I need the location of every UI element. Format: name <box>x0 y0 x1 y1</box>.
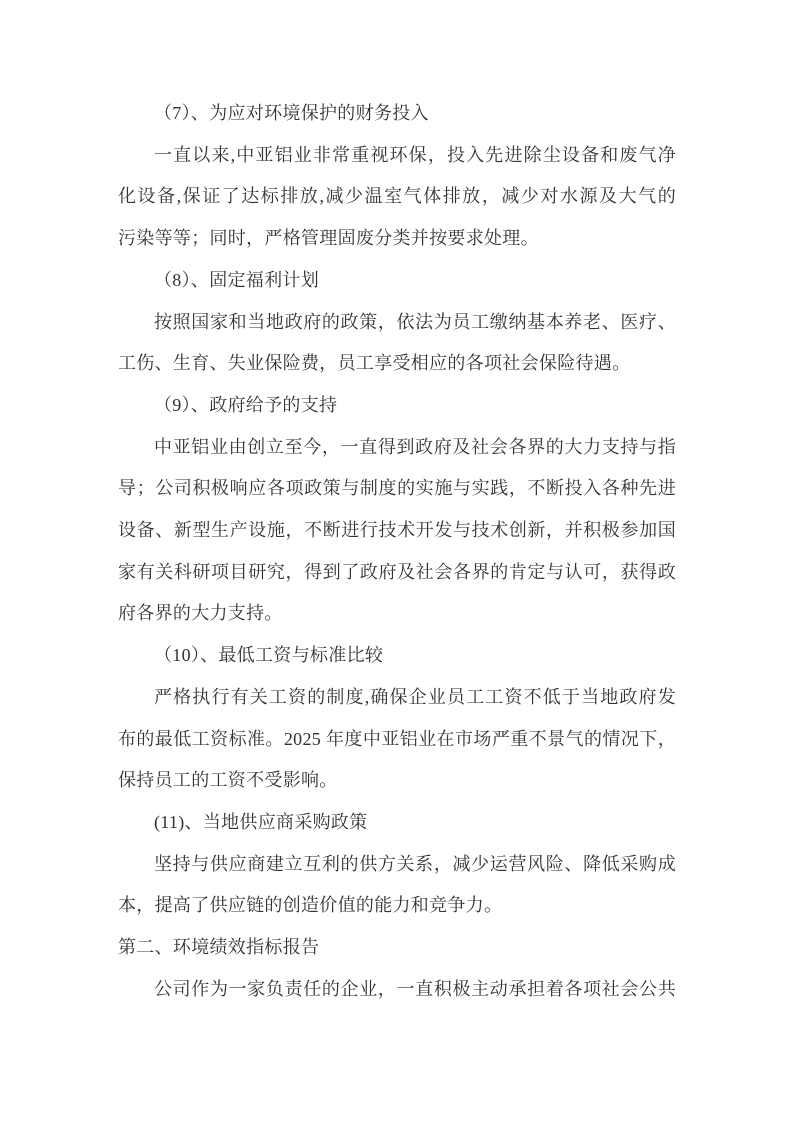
text-line: 府各界的大力支持。 <box>118 603 283 624</box>
text-line: 严格执行有关工资的制度,确保企业员工工资不低于当地政府发 <box>154 686 676 707</box>
text-line: （10）、最低工资与标准比较 <box>154 645 384 666</box>
text-line: 本，提高了供应链的创造价值的能力和竞争力。 <box>118 895 503 916</box>
text-line: 家有关科研项目研究，得到了政府及社会各界的肯定与认可，获得政 <box>118 561 676 582</box>
text-line: 按照国家和当地政府的政策，依法为员工缴纳基本养老、医疗、 <box>154 311 676 332</box>
text-line: 中亚铝业由创立至今，一直得到政府及社会各界的大力支持与指 <box>154 436 676 457</box>
text-line: (11)、当地供应商采购政策 <box>154 811 368 832</box>
text-line: 一直以来,中亚铝业非常重视环保，投入先进除尘设备和废气净 <box>154 144 676 165</box>
document-text <box>118 93 676 1010</box>
text-line: 布的最低工资标准。2025 年度中亚铝业在市场严重不景气的情况下， <box>118 728 676 749</box>
text-line: 第二、环境绩效指标报告 <box>118 937 320 958</box>
text-line: （9）、政府给予的支持 <box>154 394 338 415</box>
text-line: 设备、新型生产设施，不断进行技术开发与技术创新，并积极参加国 <box>118 520 676 541</box>
text-line: （8）、固定福利计划 <box>154 269 319 290</box>
text-line: （7）、为应对环境保护的财务投入 <box>154 103 429 123</box>
text-line: 公司作为一家负责任的企业，一直积极主动承担着各项社会公共 <box>154 978 676 999</box>
text-line: 导；公司积极响应各项政策与制度的实施与实践，不断投入各种先进 <box>118 478 676 499</box>
text-line: 工伤、生育、失业保险费，员工享受相应的各项社会保险待遇。 <box>118 353 631 374</box>
text-line: 污染等等；同时，严格管理固废分类并按要求处理。 <box>118 228 539 249</box>
text-line: 化设备,保证了达标排放,减少温室气体排放，减少对水源及大气的 <box>118 186 676 207</box>
text-line: 坚持与供应商建立互利的供方关系，减少运营风险、降低采购成 <box>154 853 676 874</box>
text-line: 保持员工的工资不受影响。 <box>118 770 338 791</box>
